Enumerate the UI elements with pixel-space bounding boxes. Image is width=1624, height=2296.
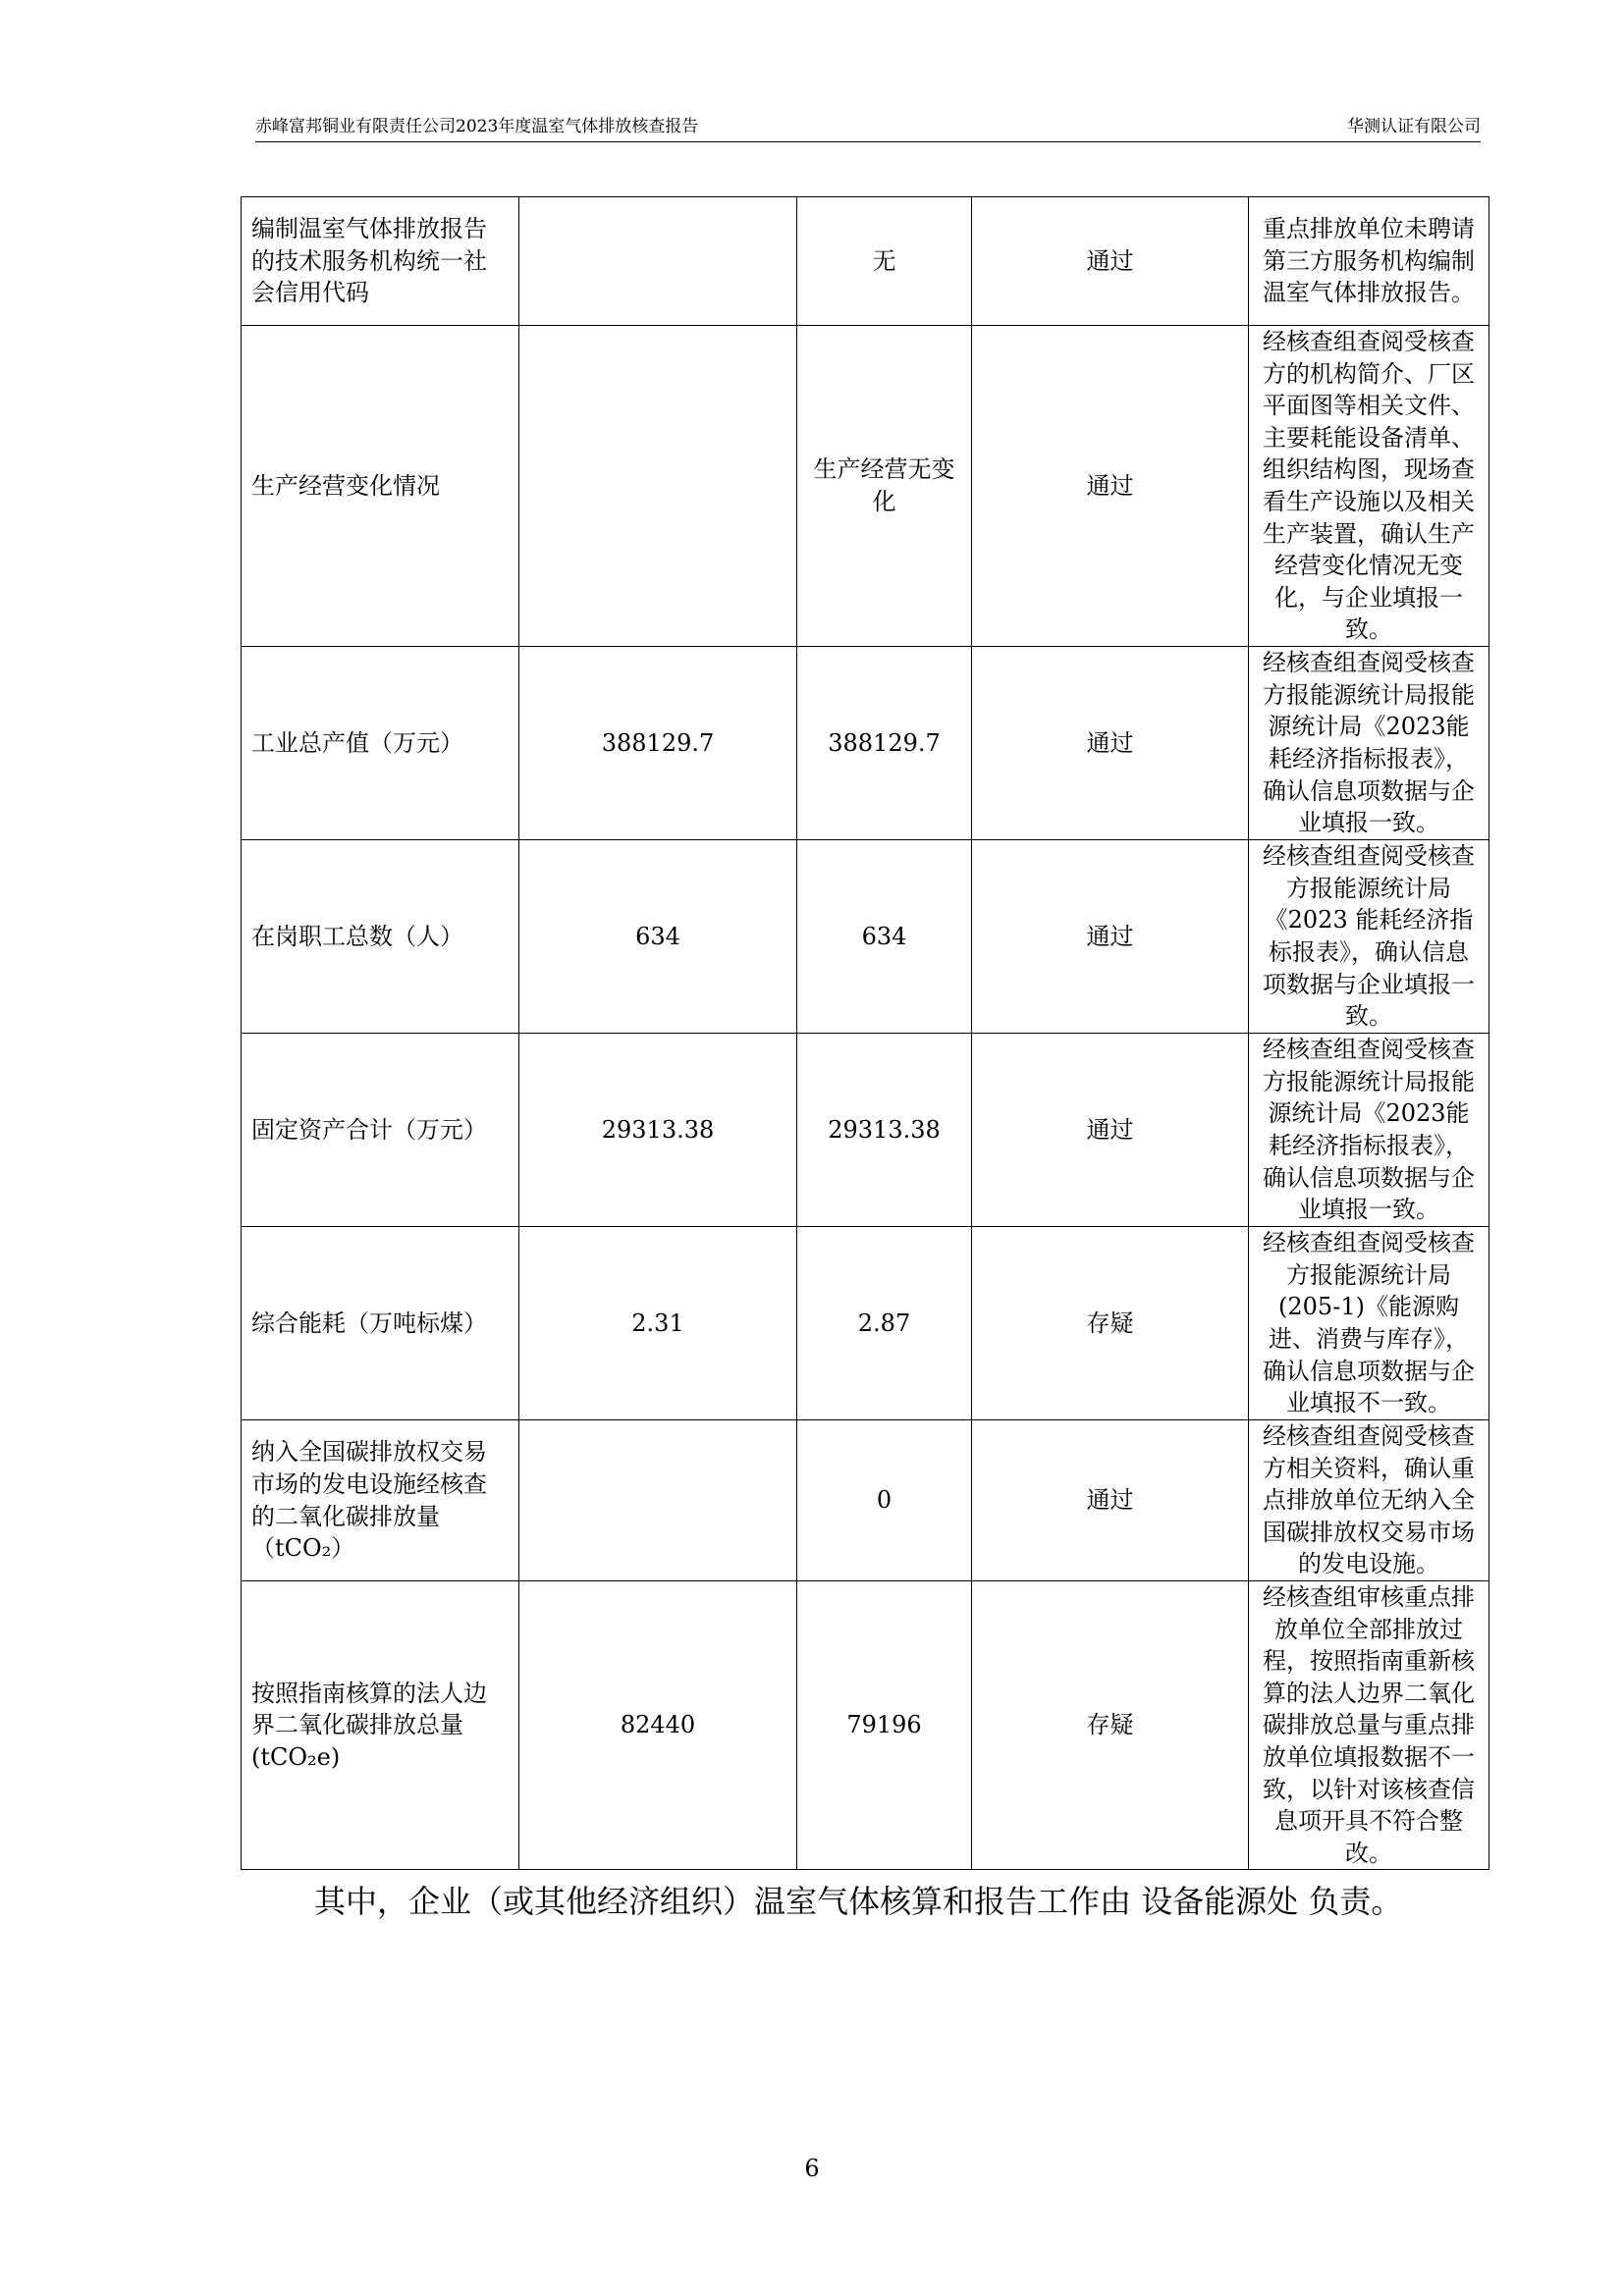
row-item: 编制温室气体排放报告的技术服务机构统一社会信用代码: [242, 197, 519, 326]
row-verified: 0: [797, 1420, 972, 1581]
row-item: 纳入全国碳排放权交易市场的发电设施经核查的二氧化碳排放量（tCO₂）: [242, 1420, 519, 1581]
row-reported: 2.31: [519, 1227, 797, 1420]
table-row: [242, 1581, 1489, 1870]
row-note: 重点排放单位未聘请第三方服务机构编制温室气体排放报告。: [1249, 197, 1489, 326]
responsibility-statement: 其中，企业（或其他经济组织）温室气体核算和报告工作由 设备能源处 负责。: [314, 1883, 1403, 1920]
row-verified: 79196: [797, 1581, 972, 1870]
header-report-title: 赤峰富邦铜业有限责任公司2023年度温室气体排放核查报告: [255, 117, 699, 136]
table-row: [242, 1420, 1489, 1581]
row-item: 按照指南核算的法人边界二氧化碳排放总量(tCO₂e): [242, 1581, 519, 1870]
row-result: 通过: [972, 647, 1249, 840]
row-result: 通过: [972, 1034, 1249, 1227]
header-company: 华测认证有限公司: [1347, 117, 1481, 136]
row-item: 固定资产合计（万元）: [242, 1034, 519, 1227]
row-reported: 29313.38: [519, 1034, 797, 1227]
row-result: 通过: [972, 326, 1249, 647]
row-verified: 2.87: [797, 1227, 972, 1420]
row-reported: 634: [519, 840, 797, 1034]
row-reported: [519, 1420, 797, 1581]
row-note: 经核查组查阅受核查方报能源统计局(205-1)《能源购进、消费与库存》，确认信息项数据与企业填报不一致。: [1249, 1227, 1489, 1420]
table-row: [242, 197, 1489, 326]
table-row: [242, 1227, 1489, 1420]
row-reported: [519, 197, 797, 326]
row-note: 经核查组查阅受核查方报能源统计局《2023 能耗经济指标报表》，确认信息项数据与企业填报一致。: [1249, 840, 1489, 1034]
row-note: 经核查组查阅受核查方的机构简介、厂区平面图等相关文件、主要耗能设备清单、组织结构图，现场查看生产设施以及相关生产装置，确认生产经营变化情况无变化，与企业填报一致。: [1249, 326, 1489, 647]
table-row: [242, 647, 1489, 840]
table-row: [242, 840, 1489, 1034]
row-item: 在岗职工总数（人）: [242, 840, 519, 1034]
table-row: [242, 326, 1489, 647]
row-item: 工业总产值（万元）: [242, 647, 519, 840]
row-note: 经核查组查阅受核查方报能源统计局报能源统计局《2023能耗经济指标报表》，确认信息项数据与企业填报一致。: [1249, 647, 1489, 840]
row-reported: [519, 326, 797, 647]
row-item: 生产经营变化情况: [242, 326, 519, 647]
row-result: 通过: [972, 1420, 1249, 1581]
row-note: 经核查组审核重点排放单位全部排放过程，按照指南重新核算的法人边界二氧化碳排放总量与重点排放单位填报数据不一致，以针对该核查信息项开具不符合整改。: [1249, 1581, 1489, 1870]
row-note: 经核查组查阅受核查方相关资料，确认重点排放单位无纳入全国碳排放权交易市场的发电设施。: [1249, 1420, 1489, 1581]
page-header: [255, 116, 1481, 142]
row-verified: 生产经营无变化: [797, 326, 972, 647]
table-row: [242, 1034, 1489, 1227]
verification-table: [241, 196, 1489, 1870]
row-item: 综合能耗（万吨标煤）: [242, 1227, 519, 1420]
row-reported: 82440: [519, 1581, 797, 1870]
row-result: 通过: [972, 197, 1249, 326]
row-verified: 29313.38: [797, 1034, 972, 1227]
row-verified: 388129.7: [797, 647, 972, 840]
row-result: 存疑: [972, 1581, 1249, 1870]
row-note: 经核查组查阅受核查方报能源统计局报能源统计局《2023能耗经济指标报表》，确认信息项数据与企业填报一致。: [1249, 1034, 1489, 1227]
row-result: 存疑: [972, 1227, 1249, 1420]
row-reported: 388129.7: [519, 647, 797, 840]
row-verified: 634: [797, 840, 972, 1034]
row-result: 通过: [972, 840, 1249, 1034]
page-number: 6: [804, 2155, 820, 2182]
row-verified: 无: [797, 197, 972, 326]
